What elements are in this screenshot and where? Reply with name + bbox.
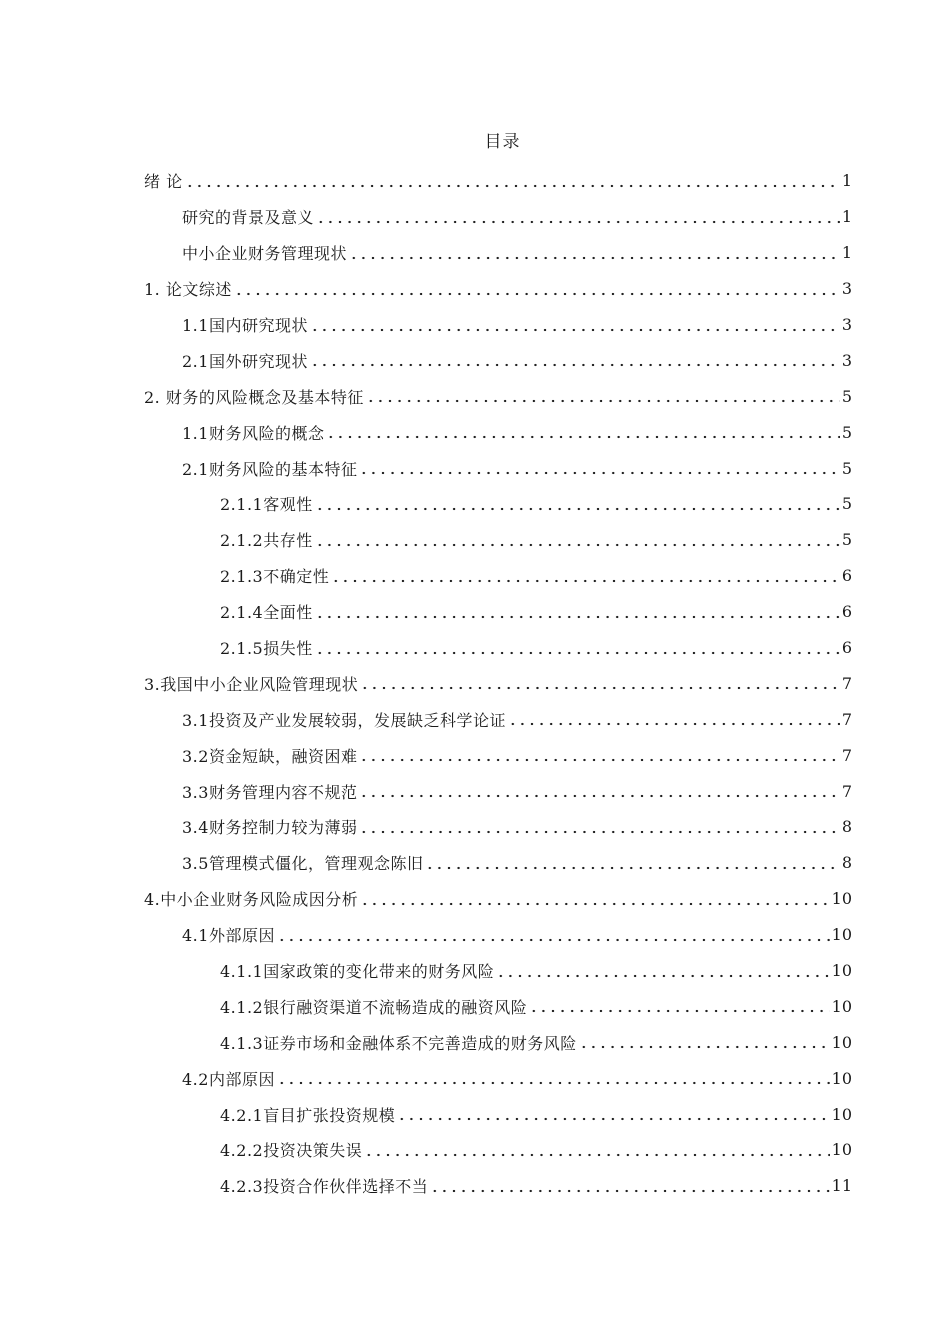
toc-entry-page-number: 1 (841, 243, 852, 263)
toc-entry-page-number: 7 (841, 781, 852, 801)
toc-entry-label: 1.1财务风险的概念 (182, 423, 325, 443)
toc-entry-page-number: 8 (841, 817, 852, 837)
dot-leader (315, 537, 840, 553)
page-title: 目录 (484, 132, 521, 152)
toc-entry-page-number: 1 (841, 207, 852, 227)
dot-leader (359, 752, 839, 768)
dot-leader (310, 322, 840, 338)
toc-entry[interactable] (144, 809, 852, 845)
toc-entry-label: 1. 论文综述 (144, 280, 232, 300)
table-of-contents (144, 163, 852, 1204)
toc-entry[interactable] (144, 307, 852, 343)
dot-leader (359, 465, 839, 481)
toc-entry-page-number: 10 (831, 925, 852, 945)
dot-leader (397, 1111, 829, 1127)
toc-entry[interactable] (144, 235, 852, 271)
dot-leader (529, 1003, 829, 1019)
toc-entry-page-number: 7 (841, 673, 852, 693)
dot-leader (425, 860, 839, 876)
toc-entry-label: 2.1.4全面性 (220, 603, 313, 623)
dot-leader (349, 250, 840, 266)
toc-entry-page-number: 5 (841, 422, 852, 442)
toc-entry[interactable] (144, 773, 852, 809)
toc-entry-label: 3.5管理模式僵化，管理观念陈旧 (182, 854, 424, 874)
dot-leader (185, 178, 840, 194)
toc-entry-page-number: 5 (841, 386, 852, 406)
toc-entry[interactable] (144, 953, 852, 989)
toc-entry-page-number: 10 (831, 961, 852, 981)
toc-entry-label: 4.2.2投资决策失误 (220, 1141, 363, 1161)
toc-entry-page-number: 6 (841, 638, 852, 658)
toc-entry[interactable] (144, 199, 852, 235)
toc-entry-label: 3.1投资及产业发展较弱，发展缺乏科学论证 (182, 710, 506, 730)
toc-entry[interactable] (144, 988, 852, 1024)
toc-entry-label: 4.2.3投资合作伙伴选择不当 (220, 1177, 429, 1197)
toc-entry-label: 2.1.1客观性 (220, 495, 313, 515)
toc-entry-page-number: 3 (841, 279, 852, 299)
dot-leader (277, 932, 830, 948)
toc-entry-label: 3.我国中小企业风险管理现状 (144, 674, 359, 694)
dot-leader (315, 645, 840, 661)
dot-leader (277, 1075, 830, 1091)
toc-entry-page-number: 7 (841, 709, 852, 729)
dot-leader (310, 357, 840, 373)
toc-entry-label: 2. 财务的风险概念及基本特征 (144, 387, 364, 407)
dot-leader (360, 896, 829, 912)
toc-entry[interactable] (144, 917, 852, 953)
toc-entry-page-number: 1 (841, 171, 852, 191)
toc-entry-label: 4.1外部原因 (182, 926, 275, 946)
toc-entry-label: 2.1.3不确定性 (220, 567, 330, 587)
toc-entry-label: 2.1国外研究现状 (182, 351, 308, 371)
dot-leader (359, 788, 839, 804)
toc-entry[interactable] (144, 414, 852, 450)
toc-entry-page-number: 10 (831, 996, 852, 1016)
dot-leader (316, 214, 840, 230)
toc-entry-page-number: 3 (841, 350, 852, 370)
toc-entry-label: 3.3财务管理内容不规范 (182, 782, 358, 802)
toc-entry-label: 3.2资金短缺，融资困难 (182, 746, 358, 766)
toc-entry-label: 2.1.2共存性 (220, 531, 313, 551)
toc-entry-page-number: 5 (841, 458, 852, 478)
toc-entry-page-number: 10 (831, 1032, 852, 1052)
toc-entry-label: 2.1财务风险的基本特征 (182, 459, 358, 479)
toc-entry[interactable] (144, 1060, 852, 1096)
toc-entry-page-number: 5 (841, 530, 852, 550)
toc-entry[interactable] (144, 845, 852, 881)
toc-entry-label: 4.1.3证券市场和金融体系不完善造成的财务风险 (220, 1033, 577, 1053)
dot-leader (579, 1039, 830, 1055)
dot-leader (359, 824, 839, 840)
toc-entry-label: 4.1.1国家政策的变化带来的财务风险 (220, 962, 495, 982)
toc-entry[interactable] (144, 1132, 852, 1168)
dot-leader (364, 1147, 829, 1163)
toc-entry[interactable] (144, 737, 852, 773)
toc-entry-label: 2.1.5损失性 (220, 639, 313, 659)
dot-leader (366, 393, 840, 409)
toc-entry-page-number: 3 (841, 315, 852, 334)
toc-entry-page-number: 10 (831, 889, 852, 909)
toc-entry-label: 4.中小企业财务风险成因分析 (144, 890, 359, 910)
toc-entry[interactable] (144, 701, 852, 737)
toc-entry[interactable] (144, 594, 852, 630)
toc-entry[interactable] (144, 522, 852, 558)
toc-entry-label: 4.1.2银行融资渠道不流畅造成的融资风险 (220, 997, 528, 1017)
toc-entry-page-number: 7 (841, 745, 852, 765)
toc-entry[interactable] (144, 271, 852, 307)
toc-entry-page-number: 6 (841, 602, 852, 622)
toc-entry[interactable] (144, 1168, 852, 1204)
toc-entry[interactable] (144, 486, 852, 522)
toc-entry-page-number: 11 (831, 1176, 852, 1196)
toc-entry-page-number: 10 (831, 1140, 852, 1160)
dot-leader (496, 968, 829, 984)
toc-entry[interactable] (144, 342, 852, 378)
dot-leader (315, 609, 840, 625)
dot-leader (430, 1183, 829, 1199)
dot-leader (508, 716, 840, 732)
toc-entry-label: 中小企业财务管理现状 (182, 244, 348, 264)
toc-entry-page-number: 10 (831, 1068, 852, 1088)
toc-entry-label: 研究的背景及意义 (182, 208, 315, 228)
toc-entry-page-number: 5 (841, 494, 852, 514)
dot-leader (331, 573, 840, 589)
dot-leader (234, 286, 840, 302)
toc-entry-label: 1.1国内研究现状 (182, 316, 308, 335)
toc-entry[interactable] (144, 630, 852, 666)
toc-entry-label: 绪 论 (144, 172, 183, 192)
dot-leader (326, 429, 839, 445)
toc-entry[interactable] (144, 378, 852, 414)
toc-entry[interactable] (144, 558, 852, 594)
toc-entry-page-number: 6 (841, 566, 852, 586)
toc-entry-label: 4.2内部原因 (182, 1069, 275, 1089)
dot-leader (315, 501, 840, 517)
toc-entry-page-number: 10 (831, 1104, 852, 1124)
toc-entry[interactable] (144, 1096, 852, 1132)
toc-entry[interactable] (144, 450, 852, 486)
toc-entry-page-number: 8 (841, 853, 852, 873)
toc-entry[interactable] (144, 665, 852, 701)
toc-entry[interactable] (144, 881, 852, 917)
toc-entry[interactable] (144, 163, 852, 199)
toc-entry-label: 3.4财务控制力较为薄弱 (182, 818, 358, 838)
dot-leader (360, 680, 840, 696)
toc-entry[interactable] (144, 1024, 852, 1060)
toc-entry-label: 4.2.1盲目扩张投资规模 (220, 1105, 396, 1125)
